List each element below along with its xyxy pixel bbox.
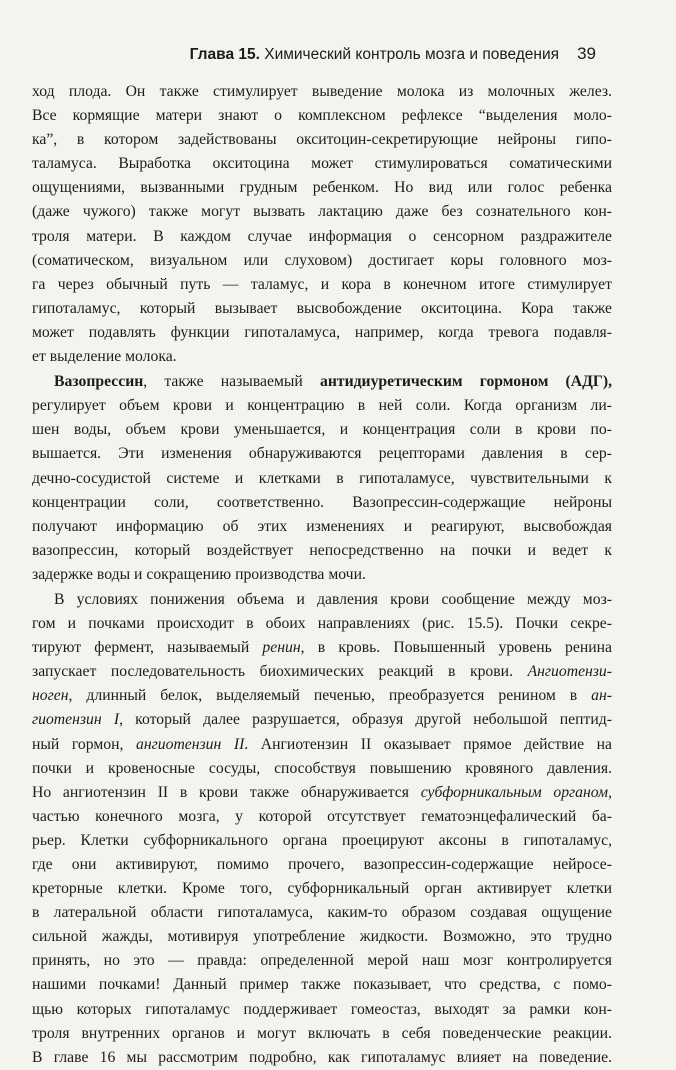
term-renin: ренин bbox=[262, 639, 301, 657]
text-line: может подавлять функции гипоталамуса, например, когда тревога подавля- bbox=[32, 323, 612, 341]
text-line: где они активируют, помимо прочего, вазопрессин-содержащие нейросе- bbox=[32, 856, 612, 873]
term-adh: антидиуретическим гормоном (АДГ), bbox=[319, 373, 613, 391]
term-vasopressin: Вазопрессин bbox=[54, 373, 144, 391]
text-line: (соматическом, визуальном или слуховом) достигает коры головного моз- bbox=[32, 251, 612, 269]
text-line: Все кормящие матери знают о комплексном рефлексе “выделения моло- bbox=[32, 107, 612, 125]
text-line: троля внутренних органов и могут включать в себя поведенческие реакции. bbox=[32, 1024, 612, 1042]
text-line: вазопрессин, который воздействует непосредственно на почки и ведет к bbox=[32, 541, 612, 559]
text-line: дечно-сосудистой системе и клетками в гипоталамусе, чувствительными к bbox=[32, 469, 612, 487]
text-line: ет выделение молока. bbox=[32, 348, 177, 366]
text-line: концентрации соли, соответственно. Вазопрессин-содержащие нейроны bbox=[32, 493, 612, 511]
text-line: щью которых гипоталамус поддерживает гомеостаз, выходят за рамки кон- bbox=[32, 1000, 612, 1018]
text-line: рьер. Клетки субфорникального органа проецируют аксоны в гипоталамус, bbox=[32, 831, 612, 849]
text-line: тируют фермент, называемый ренин, в кровь. Повышенный уровень ренина bbox=[32, 639, 612, 657]
body-text bbox=[32, 80, 612, 1070]
text-line: гипоталамус, который вызывает высвобождение окситоцина. Кора также bbox=[32, 299, 612, 317]
text-line: ноген, длинный белок, выделяемый печенью, преобразуется ренином в ан- bbox=[32, 687, 612, 705]
paragraph bbox=[32, 80, 612, 369]
text-line: гом и почками происходит в обоих направлениях (рис. 15.5). Почки секре- bbox=[32, 615, 612, 633]
text-line: креторные клетки. Кроме того, субфорникальный орган активирует клетки bbox=[32, 880, 612, 898]
text-line: регулирует объем крови и концентрацию в ней соли. Когда организм ли- bbox=[32, 397, 612, 415]
text-line: нашими почками! Данный пример также показывает, что средства, с помо- bbox=[32, 976, 612, 994]
text-line: (даже чужого) также могут вызвать лактацию даже без сознательного кон- bbox=[32, 203, 612, 221]
term-angiotensinogen: Ангиотензи- bbox=[527, 663, 612, 681]
term-subfornical-organ: субфорникальным органом bbox=[420, 783, 609, 801]
text-line: частью конечного мозга, у которой отсутствует гематоэнцефалический ба- bbox=[32, 807, 612, 825]
page-number: 39 bbox=[577, 44, 596, 63]
running-header bbox=[0, 44, 676, 68]
text-line: принять, но это — правда: определенной мерой наш мозг контролируется bbox=[32, 952, 612, 970]
text-line: задержке воды и сокращению производства мочи. bbox=[32, 565, 366, 583]
chapter-header bbox=[190, 46, 559, 64]
text-line: шен воды, объем крови уменьшается, и концентрация соли в крови по- bbox=[32, 421, 612, 439]
text-line: ный гормон, ангиотензин II. Ангиотензин II оказывает прямое действие на bbox=[32, 735, 612, 753]
text-line: га через обычный путь — таламус, и кора в конечном итоге стимулирует bbox=[32, 275, 612, 293]
term-angiotensin-i: ан- bbox=[591, 687, 612, 705]
text-line: в латеральной области гипоталамуса, каким-то образом создавая ощущение bbox=[32, 904, 612, 922]
text-line: вышается. Эти изменения обнаруживаются рецепторами давления в сер- bbox=[32, 445, 612, 463]
text-line: запускает последовательность биохимических реакций в крови. Ангиотензи- bbox=[32, 663, 612, 681]
text-line: Вазопрессин, также называемый антидиуретическим гормоном (АДГ), bbox=[54, 373, 613, 391]
text-line: троля матери. В каждом случае информация о сенсорном раздражителе bbox=[32, 227, 612, 245]
text-line: получают информацию об этих изменениях и реагируют, высвобождая bbox=[32, 517, 612, 535]
text-line: таламуса. Выработка окситоцина может стимулироваться соматическими bbox=[32, 155, 612, 173]
text-line: Но ангиотензин II в крови также обнаруживается субфорникальным органом, bbox=[32, 783, 612, 801]
text-line: сильной жажды, мотивируя употребление жидкости. Возможно, это трудно bbox=[32, 928, 612, 946]
text-line: ощущениями, вызванными грудным ребенком. Но вид или голос ребенка bbox=[32, 179, 612, 197]
text-line: В условиях понижения объема и давления крови сообщение между моз- bbox=[54, 590, 612, 608]
text-line: гиотензин I, который далее разрушается, образуя другой небольшой пептид- bbox=[32, 711, 612, 729]
text-line: В главе 16 мы рассмотрим подробно, как гипоталамус влияет на поведение. bbox=[32, 1048, 612, 1066]
chapter-title: Химический контроль мозга и поведения bbox=[264, 46, 559, 63]
text-line: ход плода. Он также стимулирует выведение молока из молочных желез. bbox=[32, 83, 612, 100]
paragraph bbox=[32, 588, 612, 1070]
chapter-label: Глава 15. bbox=[189, 46, 260, 63]
text-line: почки и кровеносные сосуды, способствуя повышению кровяного давления. bbox=[32, 759, 612, 777]
term-angiotensin-ii: ангиотензин II bbox=[136, 735, 245, 753]
paragraph bbox=[32, 370, 612, 587]
text-line: ка”, в котором задействованы окситоцин-секретирующие нейроны гипо- bbox=[32, 131, 612, 149]
